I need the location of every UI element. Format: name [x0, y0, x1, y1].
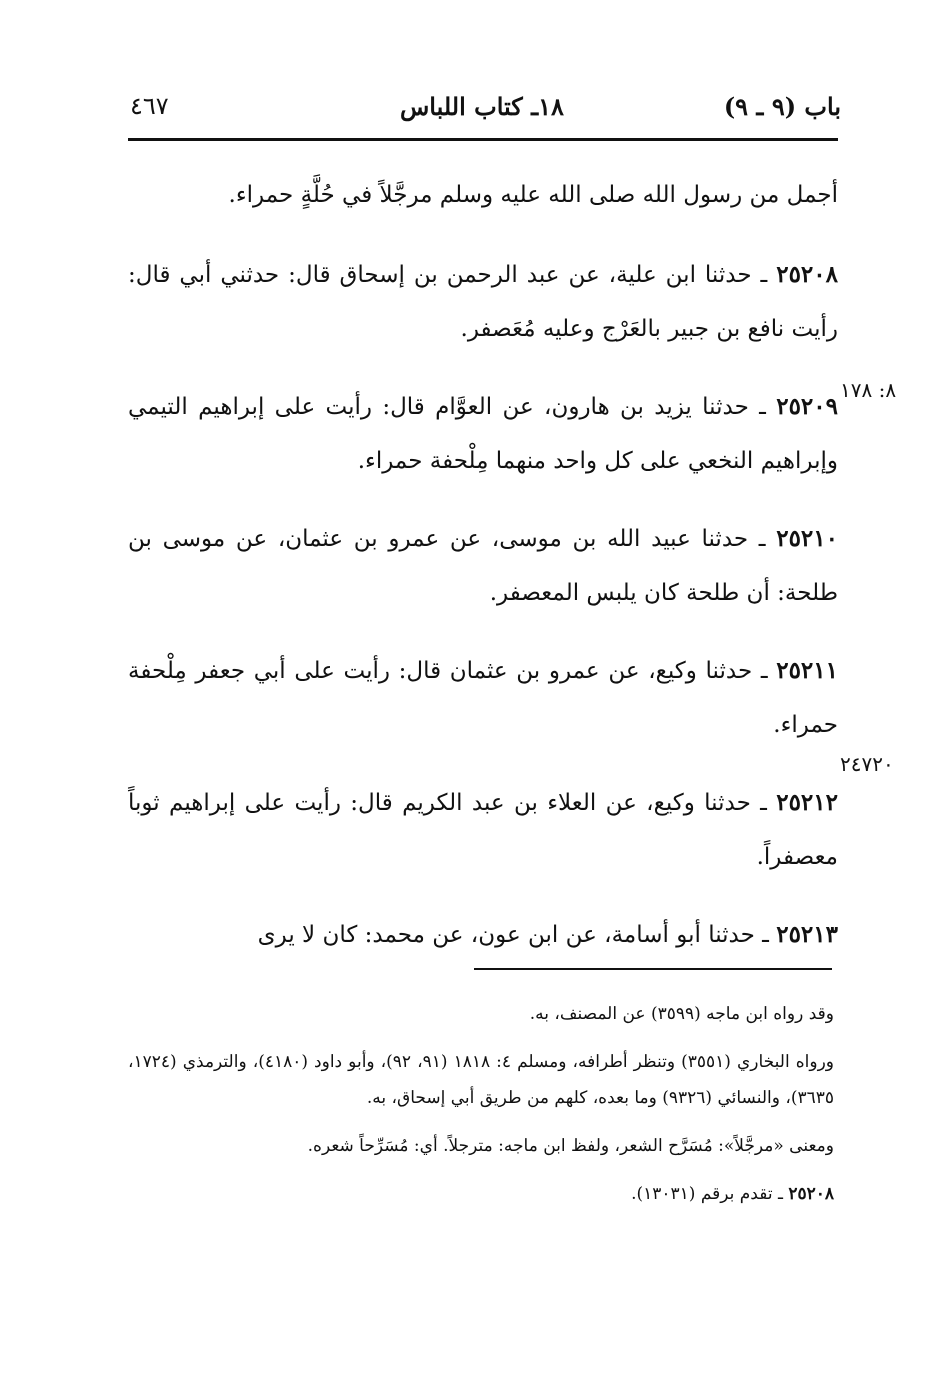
hadith-25211	[128, 644, 838, 752]
continuation-text: أجمل من رسول الله صلى الله عليه وسلم مرجَّلاً في حُلَّةٍ حمراء.	[228, 182, 838, 208]
margin-ref: ٢٤٧٢٠	[840, 752, 894, 776]
footnote-line: ورواه البخاري (٣٥٥١) وتنظر أطرافه، ومسلم ٤: ١٨١٨ (٩١، ٩٢)، وأبو داود (٤١٨٠)، والترمذي (١٧٢٤، ٣٦٣٥)، والنسائي (٩٣٢٦) وما بعده، كلهم من طريق أبي إسحاق، به.	[128, 1052, 834, 1108]
footnote-line: ومعنى «مرجَّلاً»: مُسَرَّح الشعر، ولفظ ابن ماجه: مترجلاً. أي: مُسَرِّحاً شعره.	[307, 1136, 834, 1156]
hadith-text: ـ حدثنا أبو أسامة، عن ابن عون، عن محمد: كان لا يرى	[257, 922, 777, 948]
book-title: ١٨ـ كتاب اللباس	[400, 92, 564, 121]
hadith-number: ٢٥٢٠٩	[776, 393, 838, 420]
margin-ref: ٨: ١٧٨	[840, 378, 897, 402]
hadith-text: ـ حدثنا عبيد الله بن موسى، عن عمرو بن عثمان، عن موسى بن طلحة: أن طلحة كان يلبس المعصفر.	[128, 526, 838, 606]
footnote-number: ٢٥٢٠٨	[788, 1184, 834, 1204]
footnote-rule	[474, 968, 832, 970]
chapter-range: باب (٩ ـ ٩)	[723, 92, 841, 121]
hadith-text: ـ حدثنا يزيد بن هارون، عن العوَّام قال: رأيت على إبراهيم التيمي وإبراهيم النخعي على كل واحد منهما مِلْحفة حمراء.	[128, 394, 838, 474]
hadith-number: ٢٥٢١٠	[776, 525, 838, 552]
hadith-text: ـ حدثنا ابن علية، عن عبد الرحمن بن إسحاق قال: حدثني أبي قال: رأيت نافع بن جبير بالعَرْج وعليه مُعَصفر.	[128, 262, 838, 342]
hadith-number: ٢٥٢١٢	[776, 789, 838, 816]
main-text	[128, 168, 838, 986]
hadith-text: ـ حدثنا وكيع، عن عمرو بن عثمان قال: رأيت على أبي جعفر مِلْحفة حمراء.	[128, 658, 838, 738]
hadith-25208	[128, 248, 838, 356]
hadith-25213	[128, 908, 838, 962]
hadith-number: ٢٥٢١٣	[776, 921, 838, 948]
hadith-25209	[128, 380, 838, 488]
footnote-text: ـ تقدم برقم (١٣٠٣١).	[631, 1184, 789, 1204]
header-rule	[128, 138, 838, 141]
footnote-ref	[128, 1176, 834, 1212]
hadith-number: ٢٥٢٠٨	[776, 261, 838, 288]
page-number: ٤٦٧	[130, 92, 169, 120]
footnote-line: وقد رواه ابن ماجه (٣٥٩٩) عن المصنف، به.	[529, 1004, 834, 1024]
footnotes	[128, 996, 834, 1224]
hadith-number: ٢٥٢١١	[776, 657, 838, 684]
hadith-text: ـ حدثنا وكيع، عن العلاء بن عبد الكريم قال: رأيت على إبراهيم ثوباً معصفراً.	[128, 790, 838, 870]
hadith-25212	[128, 776, 838, 884]
hadith-25210	[128, 512, 838, 620]
